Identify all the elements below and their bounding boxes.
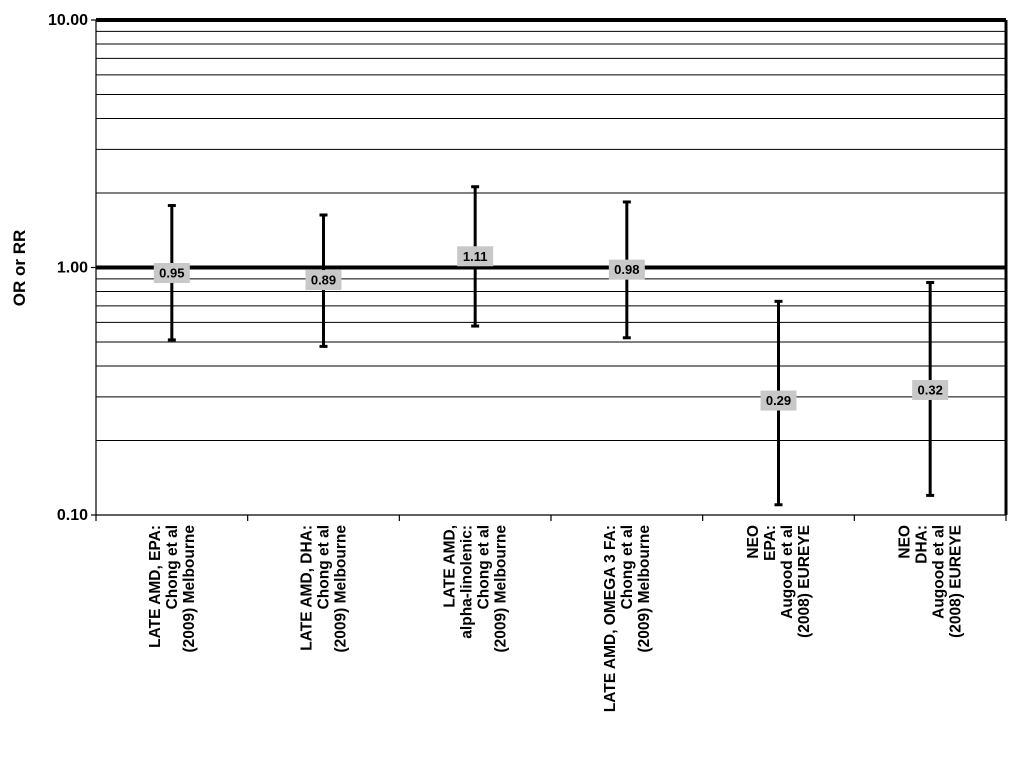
data-label: 0.89 <box>310 272 337 288</box>
error-bars <box>168 187 934 505</box>
grid-lines <box>96 31 1006 515</box>
category-label-line: Chong et al <box>618 525 636 610</box>
category-label-line: Augood et al <box>930 525 948 619</box>
y-tick-label: 1.00 <box>56 259 88 277</box>
category-label-line: Chong et al <box>163 525 181 610</box>
category-label-line: (2009) Melbourne <box>180 525 198 653</box>
category-label-line: NEO <box>745 525 762 559</box>
category-label-line: (2009) Melbourne <box>635 525 653 653</box>
category-label <box>602 525 653 713</box>
category-label-line: (2009) Melbourne <box>332 525 350 653</box>
y-tick-label: 0.10 <box>56 507 88 524</box>
category-label-line: LATE AMD, DHA: <box>298 525 316 651</box>
category-label-line: EPA: <box>762 525 779 561</box>
category-label-line: DHA: <box>913 525 931 564</box>
category-label-line: LATE AMD, <box>441 525 459 608</box>
data-label: 1.11 <box>462 248 488 264</box>
category-label-line: (2009) Melbourne <box>492 525 510 653</box>
category-label-line: (2008) EUREYE <box>796 525 813 638</box>
category-label-line: Chong et al <box>315 525 333 610</box>
y-axis <box>48 12 96 524</box>
category-label-line: NEO <box>896 525 914 559</box>
x-axis <box>96 515 1006 521</box>
y-tick-label: 10.00 <box>47 12 88 29</box>
data-label: 0.29 <box>765 393 792 409</box>
category-label-line: Augood et al <box>779 525 796 619</box>
category-label-line: Chong et al <box>475 525 493 610</box>
data-label: 0.32 <box>917 382 943 398</box>
category-labels <box>147 525 965 713</box>
data-label: 0.98 <box>614 262 640 278</box>
category-label-line: LATE AMD, EPA: <box>146 525 164 648</box>
category-label <box>299 525 350 653</box>
category-label-line: (2008) EUREYE <box>947 525 965 638</box>
category-label <box>147 525 198 653</box>
data-label: 0.95 <box>159 265 185 281</box>
y-axis-label: OR or RR <box>10 229 29 307</box>
category-label <box>897 525 965 638</box>
category-label <box>745 525 813 638</box>
category-label-line: LATE AMD, OMEGA 3 FA: <box>601 525 619 713</box>
data-labels <box>154 246 948 410</box>
category-label-line: alpha-linolenic: <box>458 525 476 639</box>
category-label <box>442 525 510 653</box>
